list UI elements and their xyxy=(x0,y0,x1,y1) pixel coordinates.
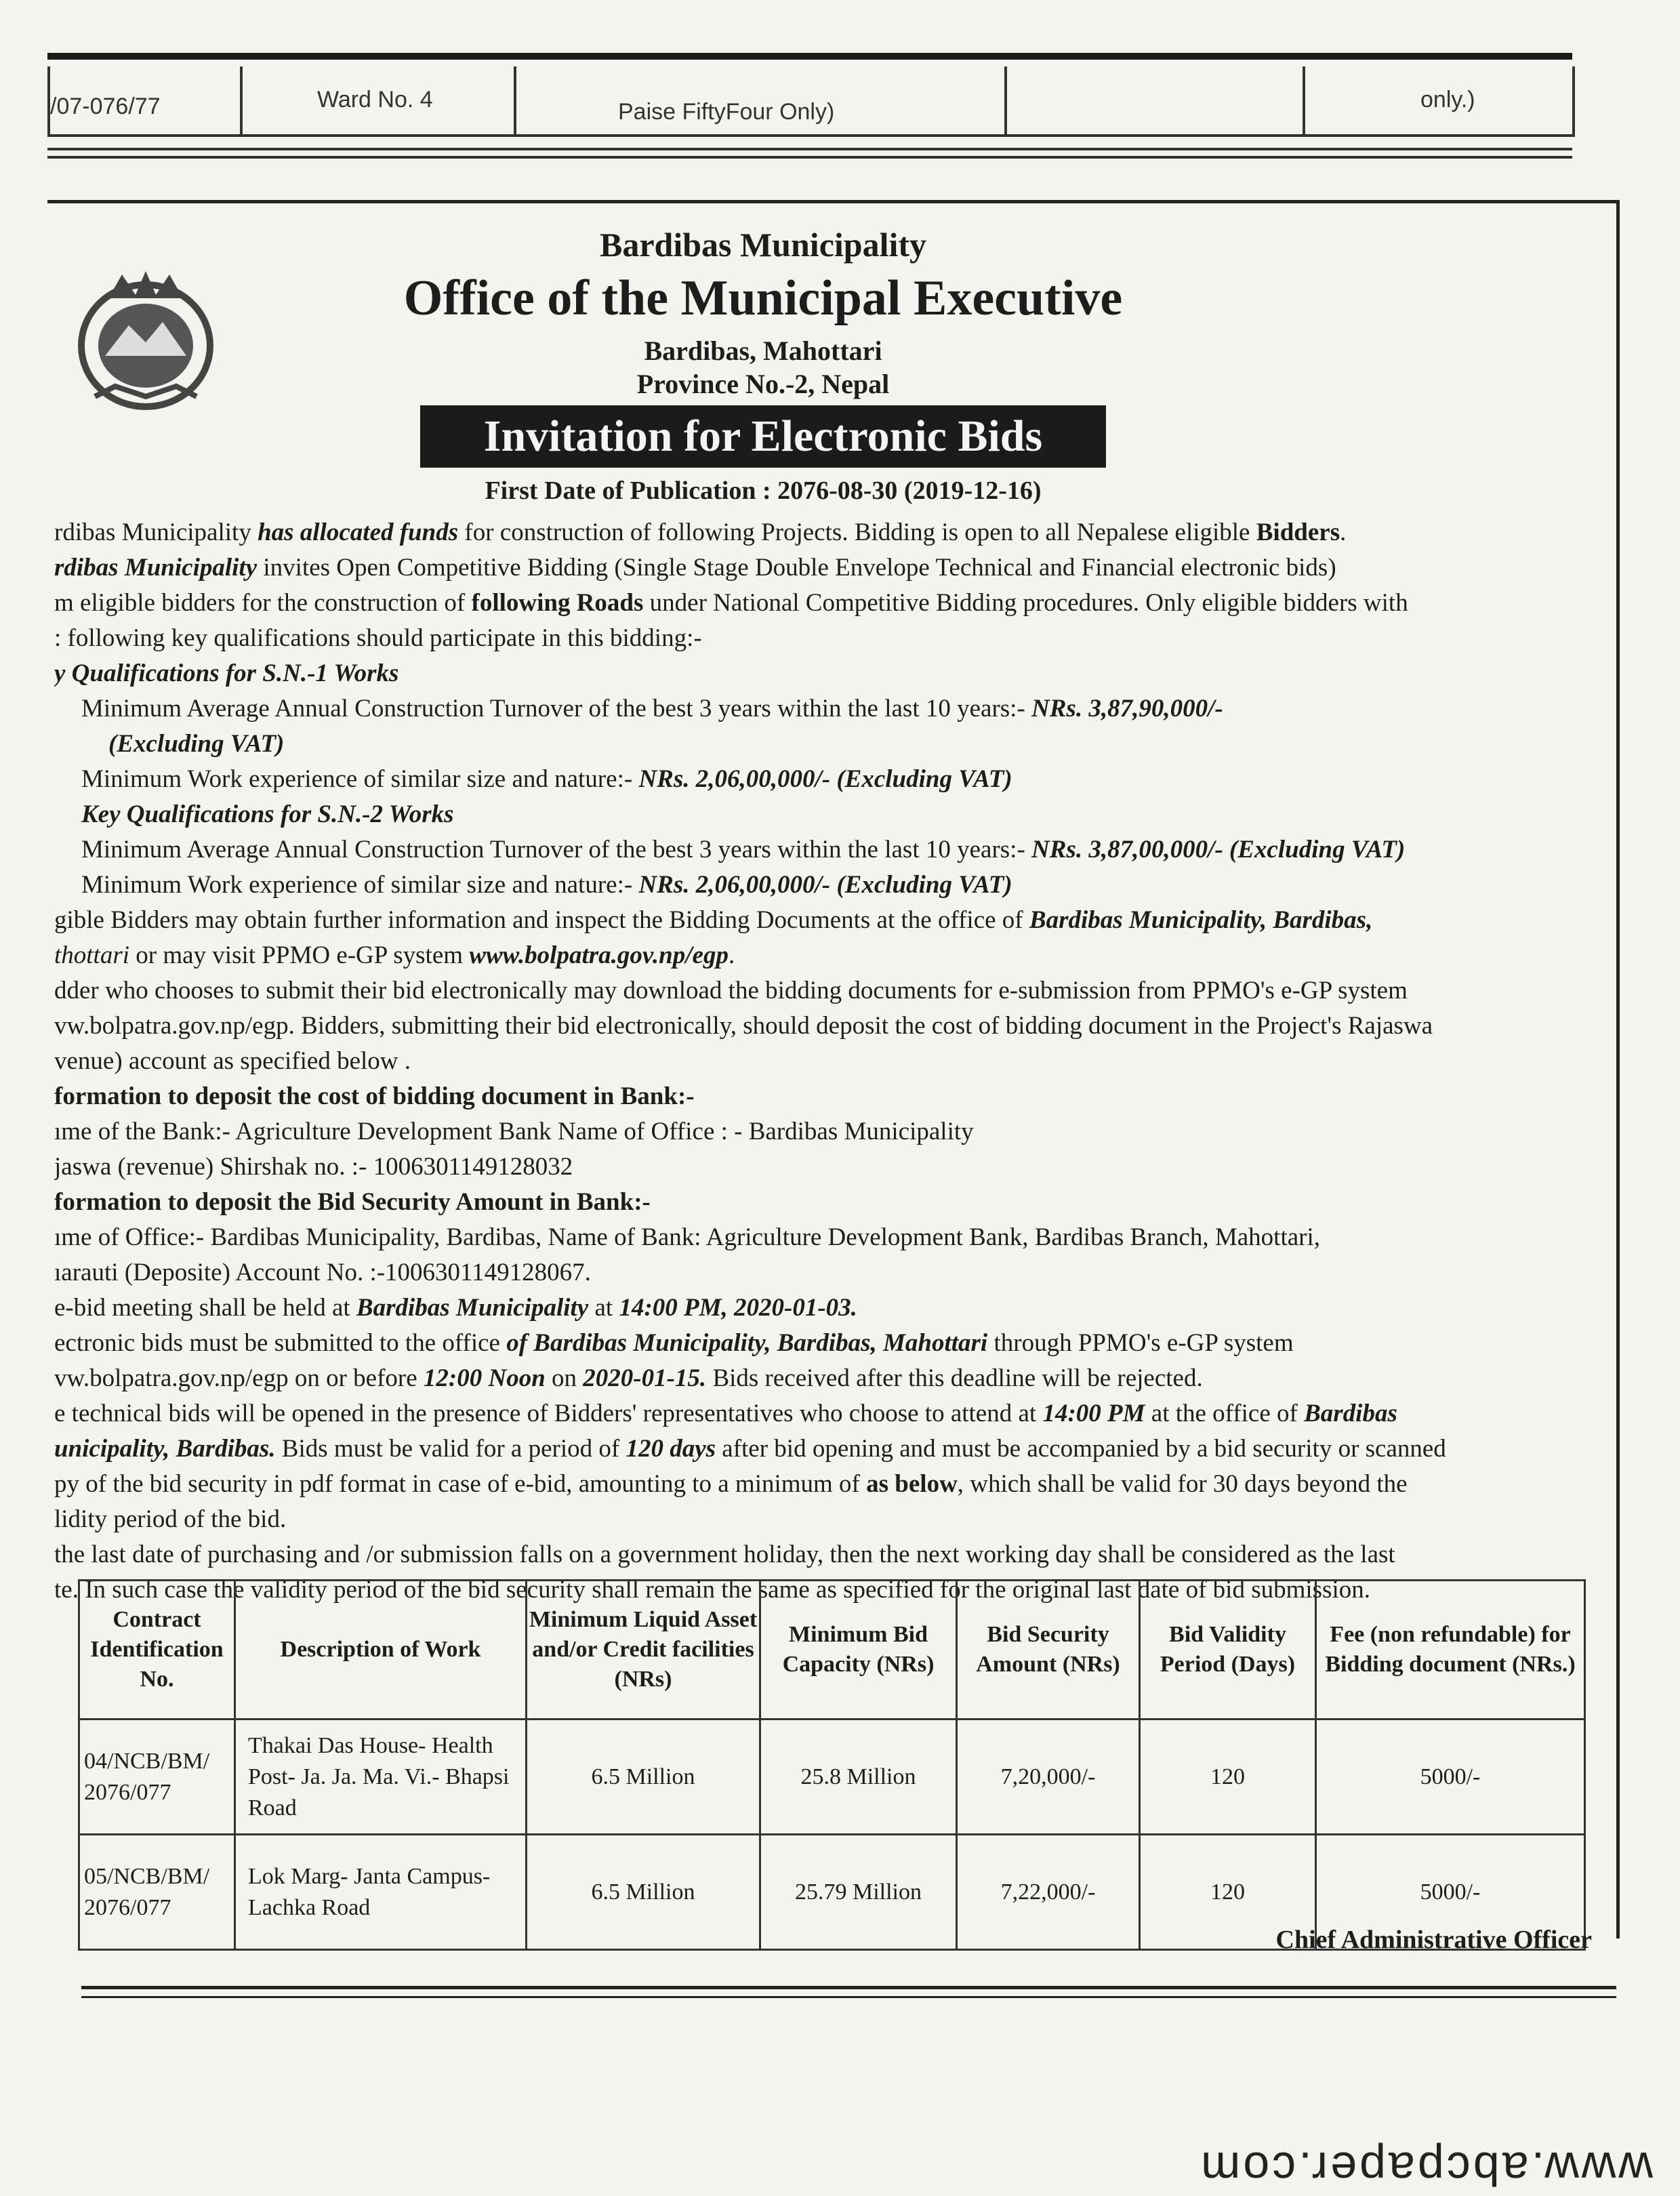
bid-document-fee: 5000/- xyxy=(1316,1720,1585,1835)
qualification-line: Minimum Work experience of similar size and nature:- NRs. 2,06,00,000/- (Excluding VAT) xyxy=(81,765,1012,793)
work-description: Thakai Das House- Health Post- Ja. Ja. Ma. Vi.- Bhapsi Road xyxy=(235,1720,527,1835)
notice-banner: Invitation for Electronic Bids xyxy=(420,405,1106,468)
nepal-emblem-icon xyxy=(68,261,224,417)
double-rule xyxy=(47,148,1572,159)
body-line: e-bid meeting shall be held at Bardibas Municipality at 14:00 PM, 2020-01-03. xyxy=(54,1294,857,1322)
signatory: Chief Administrative Officer xyxy=(1275,1926,1592,1954)
contract-id: 05/NCB/BM/ 2076/077 xyxy=(79,1835,235,1950)
column-header: Minimum Bid Capacity (NRs) xyxy=(760,1581,957,1720)
bank-info-heading: formation to deposit the Bid Security Amount in Bank:- xyxy=(54,1188,651,1216)
body-line: rdibas Municipality has allocated funds for construction of following Projects. Bidding is open to all Nepalese eligible Bidders. xyxy=(54,518,1347,546)
body-line: e technical bids will be opened in the presence of Bidders' representatives who choose to attend at 14:00 PM at the office of Bardibas xyxy=(54,1400,1397,1427)
qualification-line: (Excluding VAT) xyxy=(108,730,285,758)
body-line: dder who chooses to submit their bid electronically may download the bidding documents for e-submission from PPMO's e-GP system xyxy=(54,977,1408,1004)
work-description: Lok Marg- Janta Campus- Lachka Road xyxy=(235,1835,527,1950)
fragment-cell xyxy=(1007,66,1305,134)
corner-website-text: www.abcpaper.com xyxy=(1198,2142,1653,2195)
column-header: Description of Work xyxy=(235,1581,527,1720)
fragment-text: only.) xyxy=(1420,87,1475,113)
notice-body xyxy=(54,515,1586,1608)
liquid-asset: 6.5 Million xyxy=(527,1835,760,1950)
qualification-line: Minimum Work experience of similar size and nature:- NRs. 2,06,00,000/- (Excluding VAT) xyxy=(81,871,1012,899)
table-row xyxy=(79,1720,1585,1835)
bank-info-heading: formation to deposit the cost of bidding document in Bank:- xyxy=(54,1082,695,1110)
body-line: lidity period of the bid. xyxy=(54,1505,287,1533)
qualification-line: Minimum Average Annual Construction Turnover of the best 3 years within the last 10 years:- NRs. 3,87,90,000/- xyxy=(81,695,1223,723)
column-header: Contract Identification No. xyxy=(79,1581,235,1720)
body-line: the last date of purchasing and /or submission falls on a government holiday, then the next working day shall be considered as the last xyxy=(54,1541,1395,1568)
body-line: ıme of the Bank:- Agriculture Development Bank Name of Office : - Bardibas Municipality xyxy=(54,1118,974,1145)
bid-document-fee: 5000/- xyxy=(1316,1835,1585,1950)
bottom-rule xyxy=(81,1986,1616,1998)
table-header-row xyxy=(79,1581,1585,1720)
fragment-cell xyxy=(50,66,243,134)
fragment-text: Ward No. 4 xyxy=(317,87,433,113)
body-line: jaswa (revenue) Shirshak no. :- 1006301149128032 xyxy=(54,1153,573,1181)
previous-notice-fragment xyxy=(47,53,1572,151)
body-line: venue) account as specified below . xyxy=(54,1047,411,1075)
bid-table xyxy=(78,1579,1586,1951)
office-address: Bardibas, Mahottari xyxy=(644,336,882,366)
body-line: vw.bolpatra.gov.np/egp. Bidders, submitting their bid electronically, should deposit the cost of bidding document in the Project's Rajaswa xyxy=(54,1012,1433,1040)
publication-date: First Date of Publication : 2076-08-30 (2019-12-16) xyxy=(485,476,1042,505)
body-line: gible Bidders may obtain further information and inspect the Bidding Documents at the office of Bardibas Municipality, Bardibas, xyxy=(54,906,1373,934)
bid-security: 7,20,000/- xyxy=(957,1720,1140,1835)
body-line: unicipality, Bardibas. Bids must be valid for a period of 120 days after bid opening and must be accompanied by a bid security or scanned xyxy=(54,1435,1446,1463)
fragment-text: /07-076/77 xyxy=(50,94,161,119)
office-title: Office of the Municipal Executive xyxy=(403,270,1123,326)
bid-validity: 120 xyxy=(1140,1720,1316,1835)
qualification-line: Minimum Average Annual Construction Turnover of the best 3 years within the last 10 years:- NRs. 3,87,00,000/- (Excluding VAT) xyxy=(81,836,1406,863)
bid-capacity: 25.8 Million xyxy=(760,1720,957,1835)
column-header: Bid Security Amount (NRs) xyxy=(957,1581,1140,1720)
province: Province No.-2, Nepal xyxy=(636,369,890,399)
column-header: Fee (non refundable) for Bidding document (NRs.) xyxy=(1316,1581,1585,1720)
liquid-asset: 6.5 Million xyxy=(527,1720,760,1835)
body-line: : following key qualifications should participate in this bidding:- xyxy=(54,624,702,652)
body-line: ectronic bids must be submitted to the office of Bardibas Municipality, Bardibas, Mahottari through PPMO's e-GP system xyxy=(54,1329,1294,1357)
body-line: vw.bolpatra.gov.np/egp on or before 12:00 Noon on 2020-01-15. Bids received after this deadline will be rejected. xyxy=(54,1364,1203,1392)
body-line: ıme of Office:- Bardibas Municipality, Bardibas, Name of Bank: Agriculture Development Bank, Bardibas Branch, Mahottari, xyxy=(54,1223,1321,1251)
fragment-cell xyxy=(1305,66,1575,134)
body-line: thottari or may visit PPMO e-GP system www.bolpatra.gov.np/egp. xyxy=(54,941,735,969)
body-line: rdibas Municipality invites Open Competitive Bidding (Single Stage Double Envelope Technical and Financial electronic bids) xyxy=(54,554,1336,582)
body-line: te. In such case the validity period of the bid security shall remain the same as specified for the original last date of bid submission. xyxy=(54,1576,1370,1604)
bid-capacity: 25.79 Million xyxy=(760,1835,957,1950)
body-line: py of the bid security in pdf format in case of e-bid, amounting to a minimum of as below, which shall be valid for 30 days beyond the xyxy=(54,1470,1408,1498)
fragment-text: Paise FiftyFour Only) xyxy=(618,99,835,125)
column-header: Minimum Liquid Asset and/or Credit facilities (NRs) xyxy=(527,1581,760,1720)
qualification-heading: y Qualifications for S.N.-1 Works xyxy=(54,659,399,687)
fragment-cell xyxy=(243,66,516,134)
previous-notice-row xyxy=(47,66,1575,137)
bid-security: 7,22,000/- xyxy=(957,1835,1140,1950)
qualification-heading: Key Qualifications for S.N.-2 Works xyxy=(81,800,454,828)
body-line: ıarauti (Deposite) Account No. :-1006301149128067. xyxy=(54,1259,591,1286)
body-line: m eligible bidders for the construction of following Roads under National Competitive Bidding procedures. Only eligible bidders with xyxy=(54,589,1408,617)
column-header: Bid Validity Period (Days) xyxy=(1140,1581,1316,1720)
contract-id: 04/NCB/BM/ 2076/077 xyxy=(79,1720,235,1835)
bid-validity: 120 xyxy=(1140,1835,1316,1950)
fragment-cell xyxy=(516,66,1007,134)
municipality-name: Bardibas Municipality xyxy=(599,226,927,264)
